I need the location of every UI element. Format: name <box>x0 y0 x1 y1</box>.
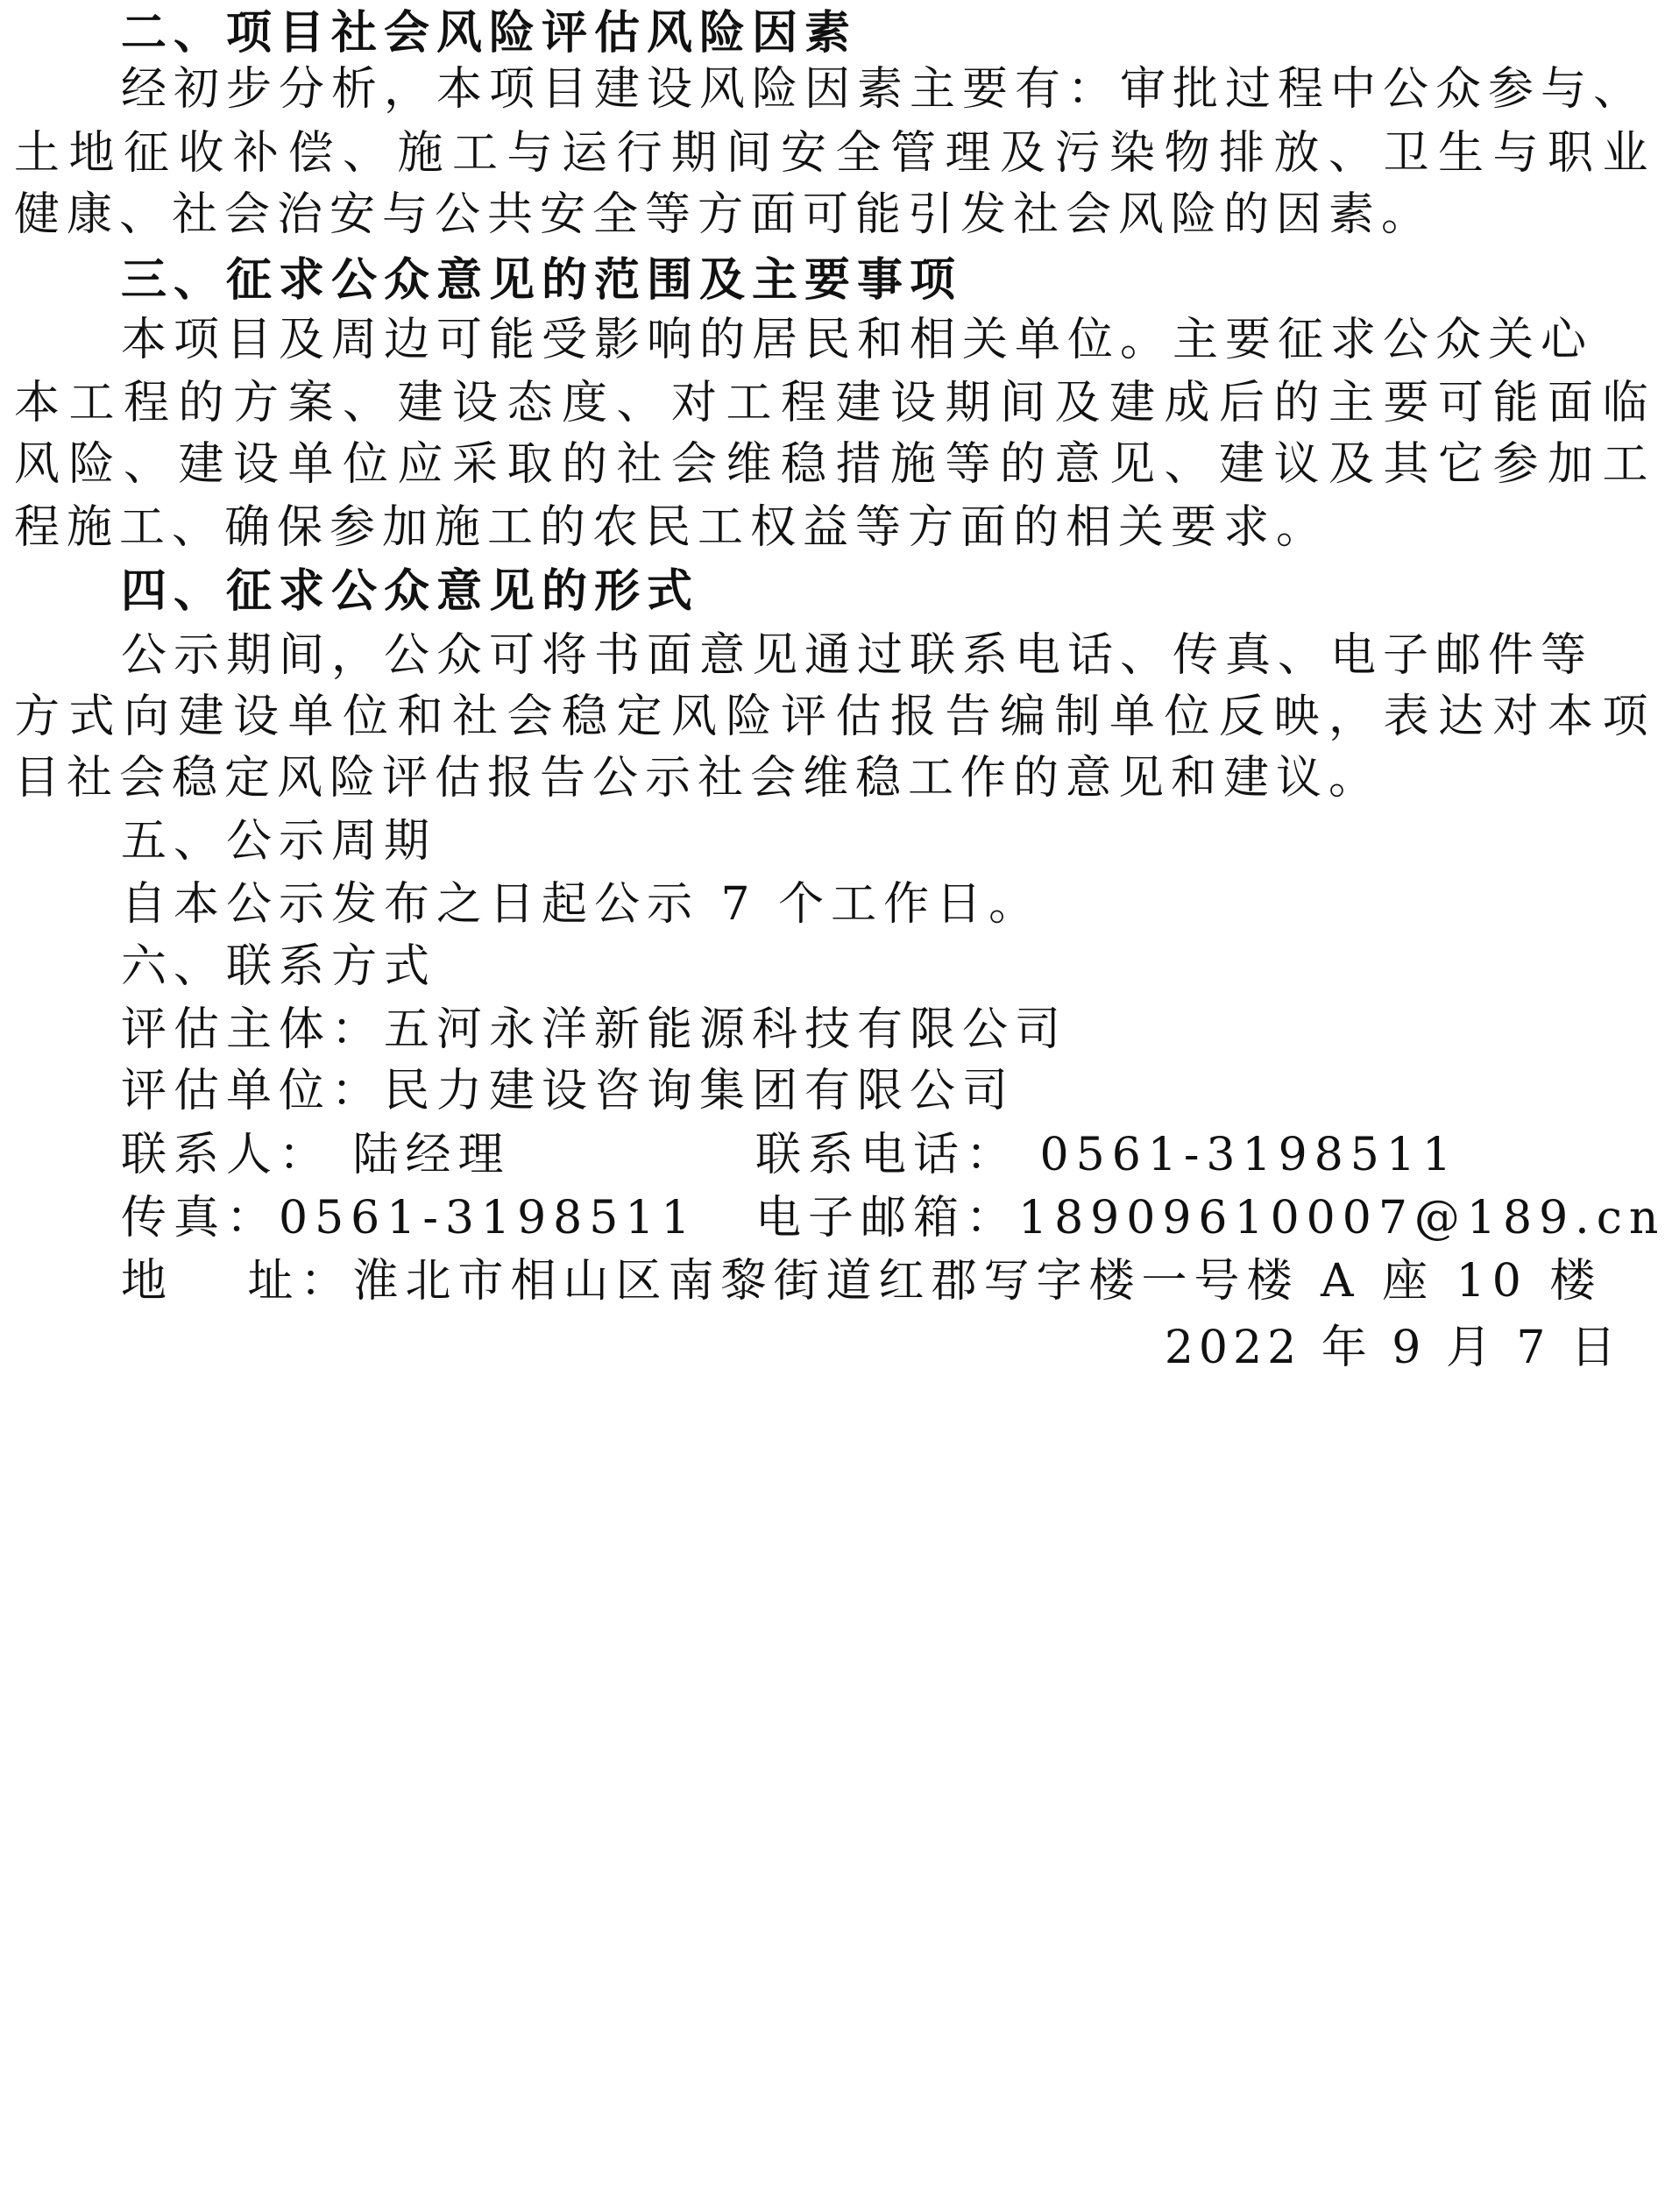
contact-email: 电子邮箱：18909610007@189.cn <box>755 1192 1665 1244</box>
section-heading-contact: 六、联系方式 <box>121 940 437 993</box>
contact-address: 地 址：淮北市相山区南黎街道红郡写字楼一号楼 A 座 10 楼 <box>121 1255 1603 1308</box>
section-heading-form: 四、征求公众意见的形式 <box>121 564 700 618</box>
paragraph-line: 方式向建设单位和社会稳定风险评估报告编制单位反映，表达对本项 <box>14 691 1658 743</box>
section-heading-risk-factors: 二、项目社会风险评估风险因素 <box>121 6 858 60</box>
paragraph-line: 风险、建设单位应采取的社会维稳措施等的意见、建议及其它参加工 <box>14 438 1658 491</box>
paragraph-line: 目社会稳定风险评估报告公示社会维稳工作的意见和建议。 <box>14 752 1382 805</box>
contact-fax: 传真：0561-3198511 <box>121 1192 698 1244</box>
section-heading-scope: 三、征求公众意见的范围及主要事项 <box>121 253 963 307</box>
period-text: 自本公示发布之日起公示 7 个工作日。 <box>121 878 1042 931</box>
paragraph-line: 公示期间，公众可将书面意见通过联系电话、传真、电子邮件等 <box>121 629 1594 682</box>
paragraph-line: 健康、社会治安与公共安全等方面可能引发社会风险的因素。 <box>14 188 1435 241</box>
contact-phone: 联系电话： 0561-3198511 <box>755 1129 1459 1181</box>
assessment-subject: 评估主体：五河永洋新能源科技有限公司 <box>121 1003 1068 1056</box>
section-heading-period: 五、公示周期 <box>121 815 437 868</box>
paragraph-line: 程施工、确保参加施工的农民工权益等方面的相关要求。 <box>14 501 1329 554</box>
contact-person: 联系人： 陆经理 <box>121 1129 511 1181</box>
paragraph-line: 土地征收补偿、施工与运行期间安全管理及污染物排放、卫生与职业 <box>14 127 1658 180</box>
paragraph-line: 本项目及周边可能受影响的居民和相关单位。主要征求公众关心 <box>121 314 1594 366</box>
document-date: 2022 年 9 月 7 日 <box>1164 1322 1621 1374</box>
paragraph-line: 本工程的方案、建设态度、对工程建设期间及建成后的主要可能面临 <box>14 377 1658 429</box>
paragraph-line: 经初步分析，本项目建设风险因素主要有：审批过程中公众参与、 <box>121 63 1647 116</box>
assessment-unit: 评估单位：民力建设咨询集团有限公司 <box>121 1065 1016 1117</box>
